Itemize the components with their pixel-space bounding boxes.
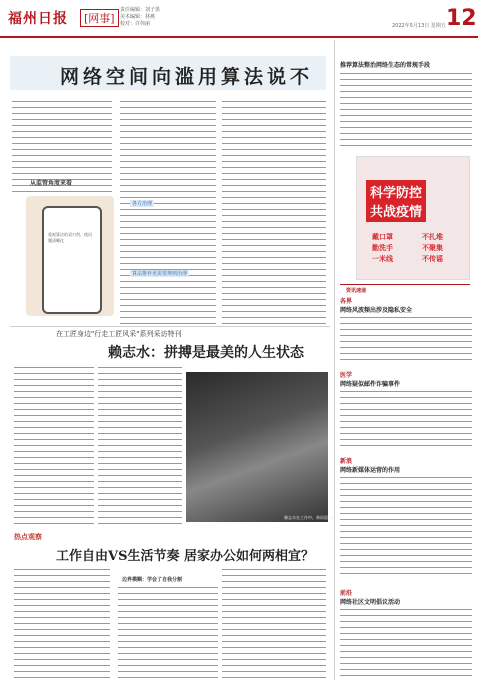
bottom-body-col3: [222, 566, 326, 678]
issue-date: 2022年5月13日 星期五: [392, 23, 446, 29]
right-top-body: [340, 70, 472, 150]
feature-kicker: 在工匠身边"行走工匠风采"系列采访特刊: [56, 330, 182, 338]
phone-screen: [42, 206, 102, 314]
main-headline: 网络空间向滥用算法说不: [60, 66, 314, 88]
editor-credits: 责任编辑：刘子墨 美术编辑：林燕 校对：许伟丽: [120, 7, 161, 27]
subhead-rules: 算法推荐更需要规则治理: [132, 271, 188, 277]
news-item-kicker: 各界: [340, 298, 353, 305]
article-body-col2: [120, 98, 216, 324]
right-top-title: 推荐算法整治网络生态的常规手段: [340, 62, 431, 69]
news-item-body: [340, 474, 472, 578]
news-item-kicker: 前沿: [340, 590, 353, 597]
poster-right-slogans: 不扎堆 不聚集 不传谣: [422, 233, 443, 263]
news-item-head: 网络新媒体运营的作用: [340, 467, 401, 474]
poster-title: 科学防控 共战疫情: [366, 180, 426, 222]
subhead-regulation: 从监管角度来看: [30, 180, 73, 187]
news-item-body: [340, 606, 472, 678]
phone-screen-text: 重视算法的双刃剑，使问题清晰化: [48, 232, 92, 243]
article-body-col3: [222, 98, 326, 324]
paper-logo: 福州日报: [8, 11, 68, 27]
page-number: 12: [446, 6, 477, 31]
section-divider: [10, 326, 330, 327]
news-item-body: [340, 388, 472, 448]
feature-title: 赖志水：拼搏是最美的人生状态: [108, 345, 304, 361]
feature-body-col1: [14, 364, 94, 524]
news-item-head: 网络风波频出涉及隐私安全: [340, 307, 413, 314]
masthead: [0, 0, 478, 38]
bottom-body-col1: [14, 566, 110, 678]
section-name: [网事]: [80, 9, 119, 27]
poster-left-slogans: 戴口罩 勤洗手 一米线: [372, 233, 393, 263]
bottom-band-label: 热点观察: [14, 533, 42, 541]
column-divider: [334, 40, 335, 680]
right-divider: [340, 284, 470, 285]
bottom-body-col2: [118, 584, 218, 678]
feature-body-col2: [98, 364, 182, 524]
photo-caption: 赖志水在工作中。林雨晨 摄: [284, 515, 334, 520]
bottom-subhead-mid: 边界模糊：学会了自我分割: [122, 577, 183, 583]
subhead-governance: 各方治理: [132, 201, 153, 207]
news-item-head: 网络疑似邮件诈骗事件: [340, 381, 401, 388]
news-item-head: 网络社区文明倡议活动: [340, 599, 401, 606]
worker-photo: [186, 372, 328, 522]
right-section-label: 资讯速递: [346, 288, 367, 294]
news-item-kicker: 新浪: [340, 458, 353, 465]
news-item-body: [340, 314, 472, 364]
bottom-title: 工作自由VS生活节奏 居家办公如何两相宜？: [56, 549, 315, 564]
news-item-kicker: 医学: [340, 372, 353, 379]
